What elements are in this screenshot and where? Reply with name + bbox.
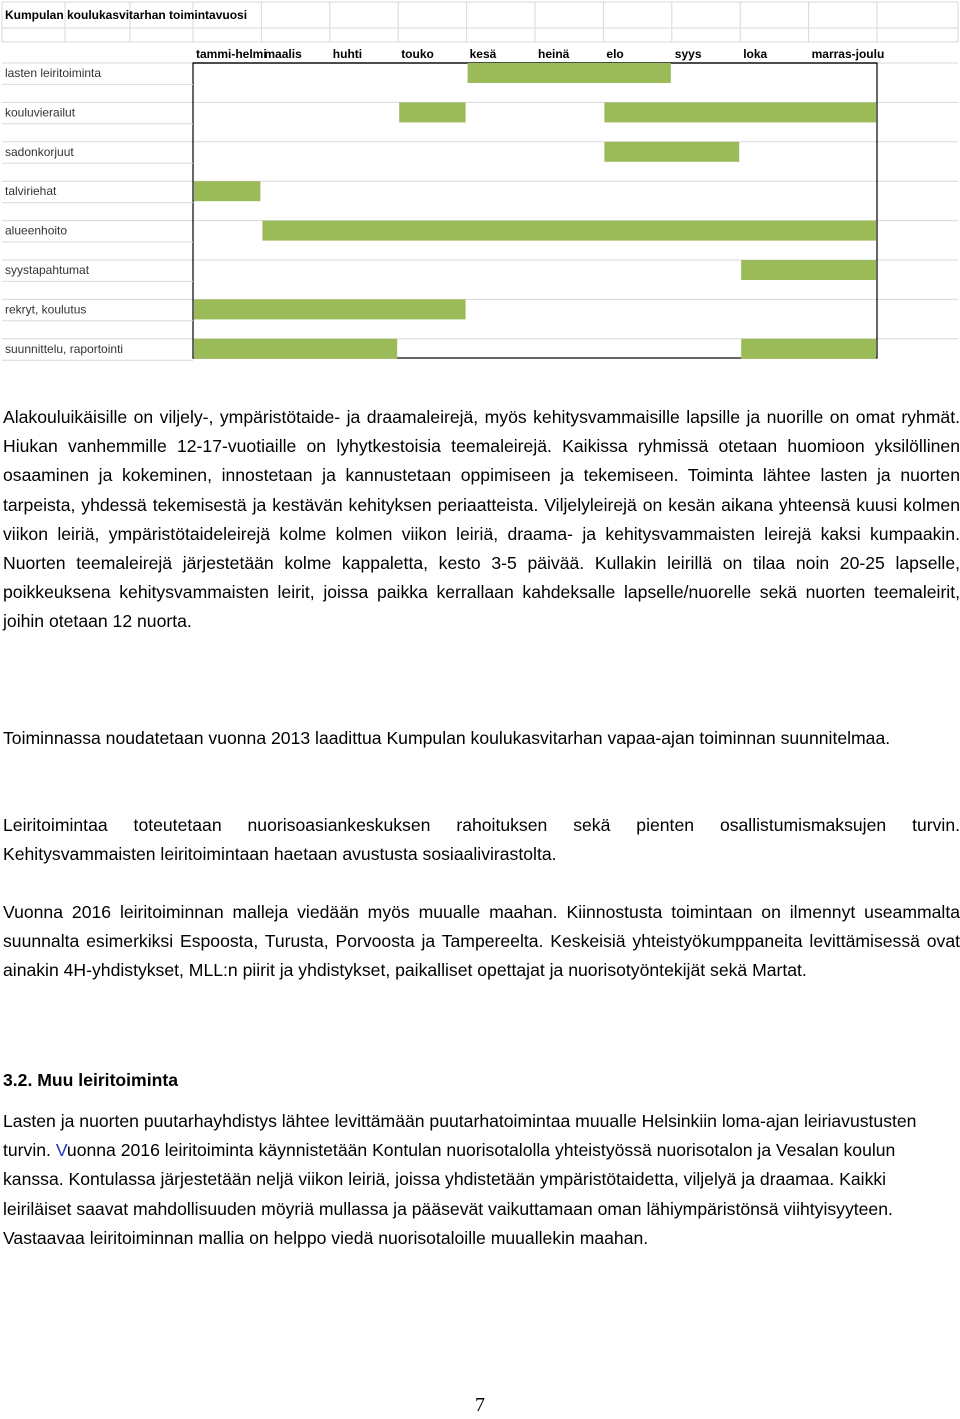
month-label-maalis: maalis [264, 47, 302, 61]
bar-1-1 [604, 102, 876, 122]
paragraph-expansion [3, 898, 960, 986]
paragraph-camps-description [3, 403, 960, 637]
month-label-kesä: kesä [469, 47, 497, 61]
bar-0-0 [468, 63, 671, 83]
bar-7-0 [194, 339, 397, 359]
task-label-1: kouluvierailut [5, 105, 76, 120]
task-label-5: syystapahtumat [5, 263, 90, 277]
bar-4-0 [262, 221, 876, 241]
paragraph-5-part2: uonna 2016 leiritoiminta käynnistetään Kontulan nuorisotalolla yhteistyössä nuorisotalon ja Vesalan koulun kanssa. Kontulassa järjestetään neljä viikon leiriä, joissa yhdistetään ympäristötaidetta, viljelyä ja draamaa. Kaikki leiriläiset saavat mahdollisuuden möyriä mullassa ja pääsevät vaikuttamaan oman lähiympäristönsä viihtyisyyteen. Vastaavaa leiritoiminnan mallia on helppo viedä nuorisotaloille muuallekin maahan. [3, 1140, 896, 1248]
gantt-chart [0, 0, 960, 362]
paragraph-2-text: Toiminnassa noudatetaan vuonna 2013 laadittua Kumpulan koulukasvitarhan vapaa-ajan toiminnan suunnitelmaa. [3, 728, 891, 748]
paragraph-funding [3, 811, 960, 869]
month-label-tammi-helmi: tammi-helmi [196, 47, 267, 61]
month-label-huhti: huhti [332, 47, 363, 61]
task-label-4: alueenhoito [5, 223, 68, 238]
task-labels [5, 66, 123, 356]
bar-3-0 [194, 181, 260, 201]
bar-7-1 [741, 339, 876, 359]
month-label-heinä: heinä [538, 47, 570, 61]
paragraph-1-text: Alakouluikäisille on viljely-, ympäristötaide- ja draamaleirejä, myös kehitysvammaisille lapsille ja nuorille on omat ryhmät. Hiukan vanhemmille 12-17-vuotiaille on lyhytkestoisia teemaleirejä. Kaikissa ryhmissä otetaan huomioon yksilöllinen osaaminen ja kokeminen, innostetaan ja kannustetaan oppimiseen ja tekemiseen. Toiminta lähtee lasten ja nuorten tarpeista, yhdessä tekemisestä ja kestävän kehityksen periaatteista. Viljelyleirejä on kesän aikana yhteensä kuusi kolmen viikon leiriä, ympäristötaideleirejä kolme kolmen viikon leiriä, draama- ja kehitysvammaisten leirejä kaksi kumpaakin. Nuorten teemaleirejä järjestetään kolme kappaletta, kesto 3-5 päivää. Kullakin leirillä on tilaa noin 20-25 lapselle, poikkeuksena kehitysvammaisten leirit, joissa paikka kerrallaan kahdeksalle lapselle/nuorelle sekä nuorten teemaleirit, joihin otetaan 12 nuorta. [3, 407, 960, 632]
month-label-loka: loka [743, 47, 768, 61]
bar-5-0 [741, 260, 876, 280]
paragraph-plan [3, 724, 960, 753]
bar-6-0 [194, 299, 466, 319]
month-label-touko: touko [401, 47, 434, 61]
chart-title: Kumpulan koulukasvitarhan toimintavuosi [5, 8, 248, 22]
month-labels [196, 47, 884, 61]
task-label-0: lasten leiritoiminta [5, 66, 102, 80]
task-label-7: suunnittelu, raportointi [5, 341, 124, 356]
paragraph-other-camps [3, 1107, 943, 1253]
section-heading: 3.2. Muu leiritoiminta [3, 1070, 178, 1090]
month-label-syys: syys [674, 47, 702, 61]
paragraph-4-text: Vuonna 2016 leiritoiminnan malleja viedään myös muualle maahan. Kiinnostusta toimintaan on ilmennyt useammalta suunnalta esimerkiksi Espoosta, Turusta, Porvoosta ja Tampereelta. Keskeisiä yhteistyökumppaneita levittämisessä ovat ainakin 4H-yhdistykset, MLL:n piirit ja yhdistykset, paikalliset opettajat ja nuorisotyöntekijät sekä Martat. [3, 902, 960, 981]
paragraph-5-highlight: V [55, 1140, 67, 1161]
task-label-3: talviriehat [5, 184, 57, 199]
paragraph-5-part1: Lasten ja nuorten puutarhayhdistys lähtee levittämään puutarhatoimintaa muualle Helsinkiin loma-ajan leiriavustusten turvin. [3, 1111, 917, 1161]
bar-1-0 [399, 102, 465, 122]
bar-2-0 [604, 142, 739, 162]
month-label-elo: elo [606, 47, 624, 61]
chart-bars [194, 63, 876, 359]
paragraph-3-text: Leiritoimintaa toteutetaan nuorisoasiankeskuksen rahoituksen sekä pienten osallistumismaksujen turvin. Kehitysvammaisten leiritoimintaan haetaan avustusta sosiaalivirastolta. [3, 815, 960, 865]
paragraph-5-text [3, 1107, 943, 1253]
page-number: 7 [475, 1394, 485, 1416]
month-label-marras-joulu: marras-joulu [811, 47, 885, 61]
task-label-2: sadonkorjuut [5, 144, 74, 159]
task-label-6: rekryt, koulutus [5, 302, 87, 317]
